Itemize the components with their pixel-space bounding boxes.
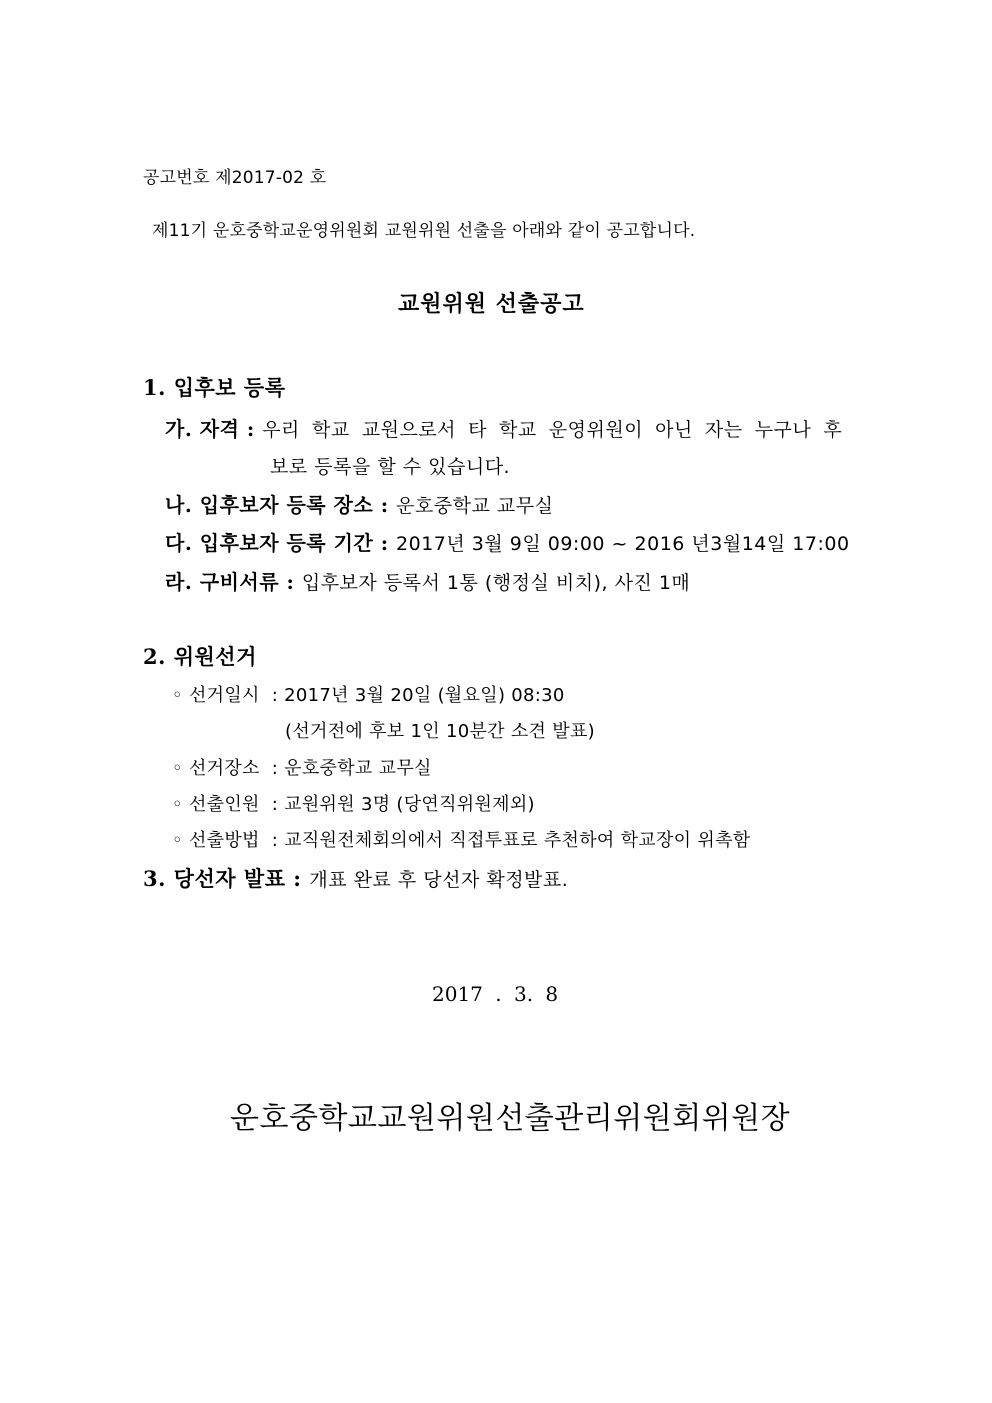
bullet-icon: ◦: [172, 685, 183, 706]
section3-row: [143, 863, 568, 893]
election-datetime-note: (선거전에 후보 1인 10분간 소견 발표): [285, 721, 595, 742]
election-method-value: 교직원전체회의에서 직접투표로 추천하여 학교장이 위촉함: [284, 830, 751, 851]
bullet-icon: ◦: [172, 758, 183, 779]
colon: :: [285, 866, 310, 891]
elected-count-row: [172, 790, 535, 816]
section2-heading: 2. 위원선거: [143, 644, 257, 669]
item-registration-period-text: 2017년 3월 9일 09:00 ~ 2016 년3월14일 17:00: [396, 533, 850, 555]
section3-text: 개표 완료 후 당선자 확정발표.: [309, 869, 569, 891]
election-method-label: 선출방법: [188, 830, 260, 851]
colon: :: [265, 758, 285, 779]
section1-heading: 1. 입후보 등록: [143, 375, 286, 400]
election-datetime-value: 2017년 3월 20일 (월요일) 08:30: [284, 685, 565, 706]
item-registration-place-label: 나. 입후보자 등록 장소: [165, 493, 374, 517]
notice-number: 공고번호 제2017-02 호: [143, 168, 327, 188]
election-datetime-label: 선거일시: [188, 685, 260, 706]
item-registration-place-text: 운호중학교 교무실: [396, 495, 554, 517]
item-qualification-text: 우리 학교 교원으로서 타 학교 운영위원이 아닌 자는 누구나 후: [262, 419, 843, 441]
election-method-row: [172, 826, 750, 852]
colon: :: [265, 794, 285, 815]
election-datetime-row: [172, 681, 565, 707]
colon: :: [279, 570, 302, 594]
item-required-documents: [165, 566, 690, 595]
election-place-row: [172, 754, 432, 780]
colon: :: [239, 417, 263, 441]
section3-heading: 3. 당선자 발표: [143, 866, 286, 891]
signature: 운호중학교교원위원선출관리위원회위원장: [230, 1101, 791, 1136]
page-title: 교원위원 선출공고: [398, 291, 585, 317]
intro-text: 제11기 운호중학교운영위원회 교원위원 선출을 아래와 같이 공고합니다.: [152, 221, 696, 241]
elected-count-label: 선출인원: [188, 794, 260, 815]
election-place-label: 선거장소: [188, 758, 260, 779]
colon: :: [373, 493, 397, 517]
item-registration-period: [165, 527, 850, 556]
item-registration-period-label: 다. 입후보자 등록 기간: [165, 531, 374, 555]
colon: :: [265, 685, 285, 706]
bullet-icon: ◦: [172, 830, 183, 851]
colon: :: [265, 830, 285, 851]
item-qualification-text-cont: 보로 등록을 할 수 있습니다.: [270, 456, 511, 478]
election-place-value: 운호중학교 교무실: [284, 758, 432, 779]
bullet-icon: ◦: [172, 794, 183, 815]
item-registration-place: [165, 489, 553, 518]
item-required-documents-label: 라. 구비서류: [165, 570, 280, 594]
item-required-documents-text: 입후보자 등록서 1통 (행정실 비치), 사진 1매: [301, 572, 691, 594]
item-qualification-label: 가. 자격: [165, 417, 240, 441]
item-qualification: [165, 413, 842, 442]
elected-count-value: 교원위원 3명 (당연직위원제외): [284, 794, 535, 815]
notice-date: 2017 . 3. 8: [432, 982, 559, 1006]
colon: :: [373, 531, 397, 555]
